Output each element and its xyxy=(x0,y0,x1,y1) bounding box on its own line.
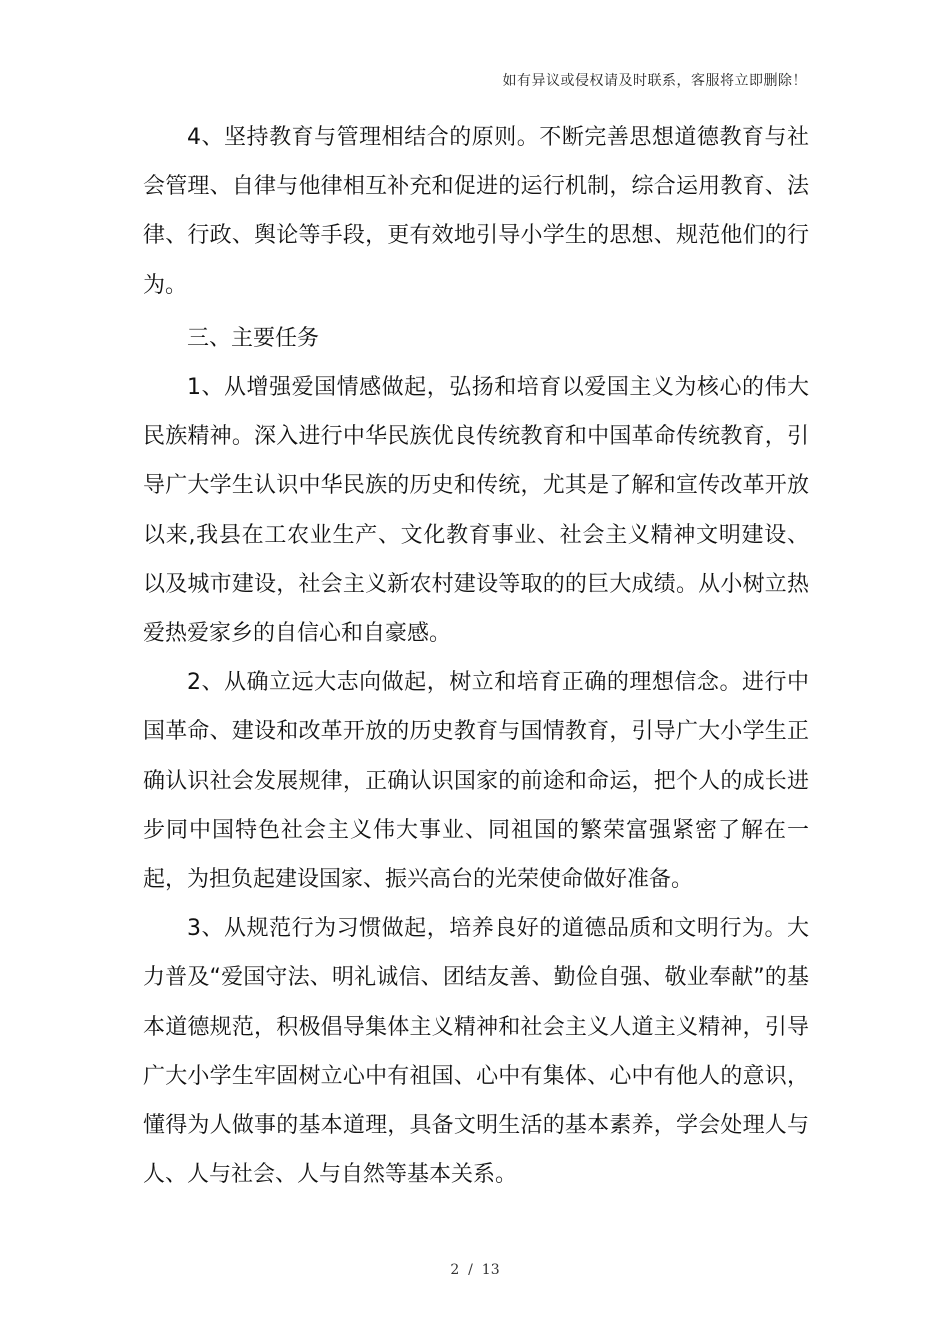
paragraph-principle-4: 4、坚持教育与管理相结合的原则。不断完善思想道德教育与社会管理、自律与他律相互补充和促进的运行机制，综合运用教育、法律、行政、舆论等手段，更有效地引导小学生的思想、规范他们的行为。 xyxy=(143,125,809,298)
paragraph-task-2: 2、从确立远大志向做起，树立和培育正确的理想信念。进行中国革命、建设和改革开放的历史教育与国情教育，引导广大小学生正确认识社会发展规律，正确认识国家的前途和命运，把个人的成长进步同中国特色社会主义伟大事业、同祖国的繁荣富强紧密了解在一起，为担负起建设国家、振兴高台的光荣使命做好准备。 xyxy=(143,670,809,893)
header-notice: 如有异议或侵权请及时联系，客服将立即删除！ xyxy=(502,73,807,89)
document-body xyxy=(143,113,809,1199)
section-heading-main-tasks: 三、主要任务 xyxy=(187,325,320,351)
page-number: 2 / 13 xyxy=(450,1262,500,1278)
paragraph-task-1: 1、从增强爱国情感做起，弘扬和培育以爱国主义为核心的伟大民族精神。深入进行中华民族优良传统教育和中国革命传统教育，引导广大学生认识中华民族的历史和传统，尤其是了解和宣传改革开放以来,我县在工农业生产、文化教育事业、社会主义精神文明建设、以及城市建设，社会主义新农村建设等取的的巨大成绩。从小树立热爱热爱家乡的自信心和自豪感。 xyxy=(143,375,809,647)
paragraph-task-3: 3、从规范行为习惯做起，培养良好的道德品质和文明行为。大力普及“爱国守法、明礼诚信、团结友善、勤俭自强、敬业奉献”的基本道德规范，积极倡导集体主义精神和社会主义人道主义精神，引导广大小学生牢固树立心中有祖国、心中有集体、心中有他人的意识，懂得为人做事的基本道理，具备文明生活的基本素养，学会处理人与人、人与社会、人与自然等基本关系。 xyxy=(143,916,809,1188)
